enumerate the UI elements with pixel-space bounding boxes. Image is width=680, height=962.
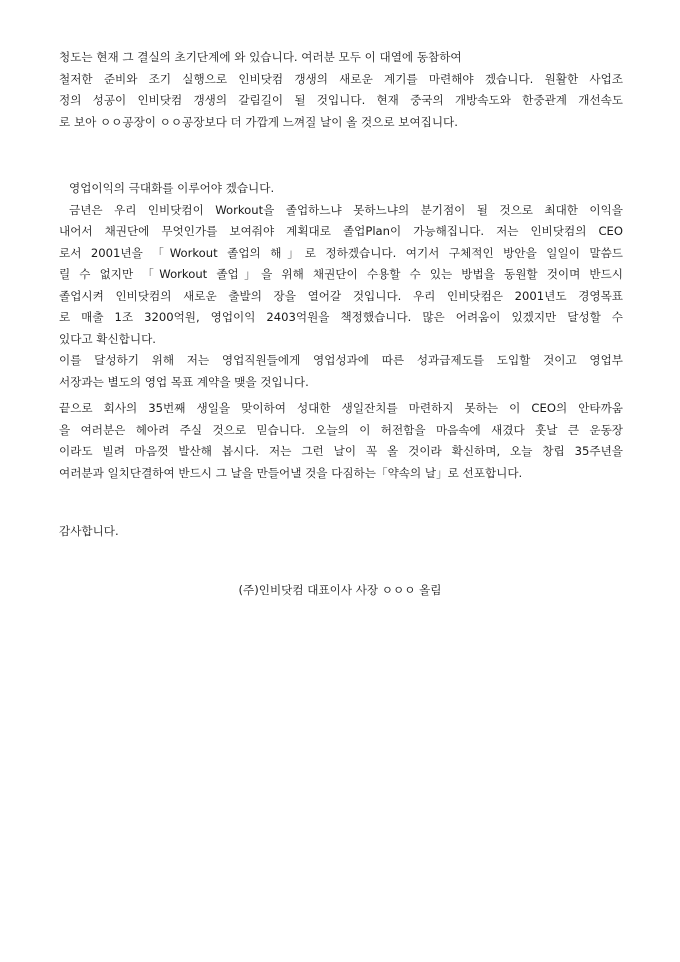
text-line: 내어서 채권단에 무엇인가를 보여줘야 계획대로 졸업Plan이 가능해집니다. 저는 인비닷컴의 CEO [59, 224, 623, 238]
text-line: 철저한 준비와 조기 실행으로 인비닷컴 갱생의 새로운 계기를 마련해야 겠습니다. 원활한 사업조 [59, 71, 623, 86]
paragraph-anniversary [59, 398, 623, 484]
paragraph-consolidation [59, 47, 623, 133]
text-line: 졸업시켜 인비닷컴의 새로운 출발의 장을 열어갈 것입니다. 우리 인비닷컴은 2001년도 경영목표 [59, 288, 623, 303]
text-line: 이라도 빌려 마음껏 발산해 봅시다. 저는 그런 날이 꼭 올 것이라 확신하며, 오늘 창립 35주년을 [59, 444, 623, 458]
closing-text: 감사합니다. [59, 524, 119, 538]
text-line: 을 여러분은 헤아려 주실 것으로 믿습니다. 오늘의 이 허전함을 마음속에 새겼다 훗날 큰 운동장 [59, 422, 623, 437]
text-line: 청도는 현재 그 결실의 초기단계에 와 있습니다. 여러분 모두 이 대열에 동참하여 [59, 50, 462, 64]
text-line: 이를 달성하기 위해 저는 영업직원들에게 영업성과에 따른 성과급제도를 도입할 것이고 영업부 [59, 353, 623, 367]
paragraph-operating-profit [59, 178, 623, 393]
text-line: 로서 2001년을 「Workout 졸업의 해」로 정하겠습니다. 여기서 구체적인 방안을 일일이 말씀드 [59, 245, 623, 260]
text-line: 정의 성공이 인비닷컴 갱생의 갈림길이 될 것입니다. 현재 중국의 개방속도와 한중관계 개선속도 [59, 93, 623, 107]
text-line: 로 보아 ㅇㅇ공장이 ㅇㅇ공장보다 더 가깝게 느껴질 날이 올 것으로 보여집니다. [59, 114, 458, 129]
text-line: 금년은 우리 인비닷컴이 Workout을 졸업하느냐 못하느냐의 분기점이 될 것으로 최대한 이익을 [69, 202, 623, 217]
text-line: 서장과는 별도의 영업 목표 계약을 맺을 것입니다. [59, 374, 309, 389]
text-line: 릴 수 없지만 「Workout 졸업」을 위해 채권단이 수용할 수 있는 방법을 동원할 것이며 반드시 [59, 267, 623, 281]
signature-line: (주)인비닷컴 대표이사 사장 ㅇㅇㅇ 올림 [238, 583, 442, 597]
text-line: 끝으로 회사의 35번째 생일을 맞이하여 성대한 생일잔치를 마련하지 못하는 이 CEO의 안타까움 [59, 401, 623, 415]
text-line: 여러분과 일치단결하여 반드시 그 날을 만들어낼 것을 다짐하는「약속의 날」로 선포합니다. [59, 465, 523, 480]
text-line: 로 매출 1조 3200억원, 영업이익 2403억원을 책정했습니다. 많은 어려움이 있겠지만 달성할 수 [59, 310, 623, 324]
section-heading: 영업이익의 극대화를 이루어야 겠습니다. [69, 181, 275, 195]
closing-remark [59, 521, 623, 543]
text-line: 있다고 확신합니다. [59, 331, 156, 346]
